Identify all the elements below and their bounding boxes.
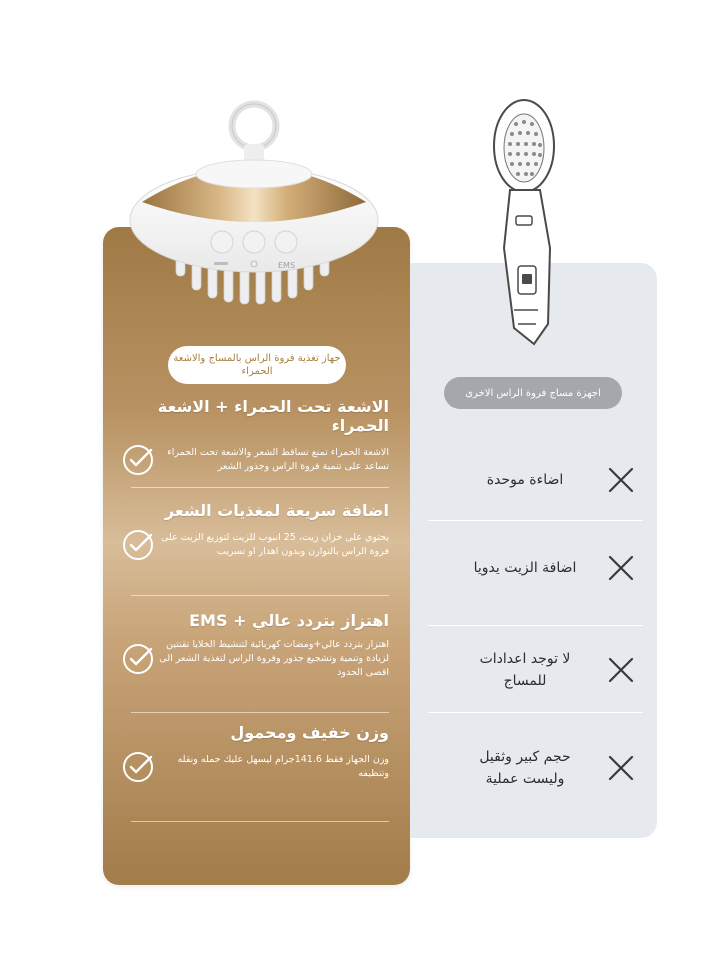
check-circle-icon bbox=[121, 750, 155, 784]
feature-title: وزن خفيف ومحمول bbox=[230, 723, 389, 742]
divider bbox=[428, 712, 643, 713]
feature-vibration-ems bbox=[117, 611, 397, 680]
check-circle-icon bbox=[121, 528, 155, 562]
feature-lightweight bbox=[117, 723, 397, 784]
feature-red-light bbox=[117, 397, 397, 477]
other-feature-label: اضافة الزيت يدويا bbox=[473, 560, 577, 576]
feature-oil-nutrients bbox=[117, 501, 397, 562]
scalp-massager-device-image bbox=[128, 92, 381, 310]
divider bbox=[428, 520, 643, 521]
product-feature-card bbox=[103, 227, 410, 885]
other-feature-item bbox=[428, 533, 648, 603]
other-feature-item bbox=[428, 445, 648, 515]
feature-description: اهتزاز بتردد عالي+ومضات كهربائية لتنشيط الخلايا تقنتين لزيادة وتنمية وتشجيع جذور وفروة الراس لتغذية الشعر الى اقصى الحدود bbox=[159, 639, 389, 678]
other-feature-label: حجم كبير وثقيل وليست عملية bbox=[479, 749, 571, 787]
product-badge-label: جهاز تغذية فروة الراس بالمساج والاشعة الحمراء bbox=[173, 353, 341, 377]
other-feature-label: اضاءة موحدة bbox=[486, 472, 564, 488]
feature-title: اهتزاز بتردد عالي + EMS bbox=[189, 611, 389, 630]
divider bbox=[131, 595, 389, 596]
other-devices-badge-label: اجهزة مساج فروة الراس الاخرى bbox=[465, 387, 601, 399]
feature-title: اضافة سريعة لمغذيات الشعر bbox=[164, 501, 389, 520]
x-icon bbox=[604, 653, 638, 687]
product-badge bbox=[168, 346, 346, 384]
feature-description: الاشعة الحمراء تمنع تساقط الشعر والاشعة تحت الحمراء تساعد على تنمية فروة الراس وجذور الشعر bbox=[167, 447, 389, 472]
device-ems-label: EMS bbox=[278, 261, 296, 270]
divider bbox=[131, 487, 389, 488]
feature-description: يحتوي على خزان زيت، 25 انبوب للزيت لتوزيع الزيت على فروة الراس بالتوازن وبدون اهدار او تسريب bbox=[160, 532, 389, 557]
hair-brush-image bbox=[480, 98, 574, 350]
other-feature-label: لا توجد اعدادات للمساج bbox=[479, 651, 571, 689]
divider bbox=[131, 712, 389, 713]
x-icon bbox=[604, 463, 638, 497]
feature-description: وزن الجهاز فقط 141.6جرام ليسهل عليك حمله ونقله وتنظيفه bbox=[177, 754, 389, 779]
other-feature-item bbox=[428, 733, 648, 803]
check-circle-icon bbox=[121, 443, 155, 477]
divider bbox=[428, 625, 643, 626]
x-icon bbox=[604, 751, 638, 785]
check-circle-icon bbox=[121, 642, 155, 676]
other-feature-item bbox=[428, 635, 648, 705]
x-icon bbox=[604, 551, 638, 585]
feature-title: الاشعة تحت الحمراء + الاشعة الحمراء bbox=[157, 397, 389, 435]
other-devices-badge bbox=[444, 377, 622, 409]
divider bbox=[131, 821, 389, 822]
